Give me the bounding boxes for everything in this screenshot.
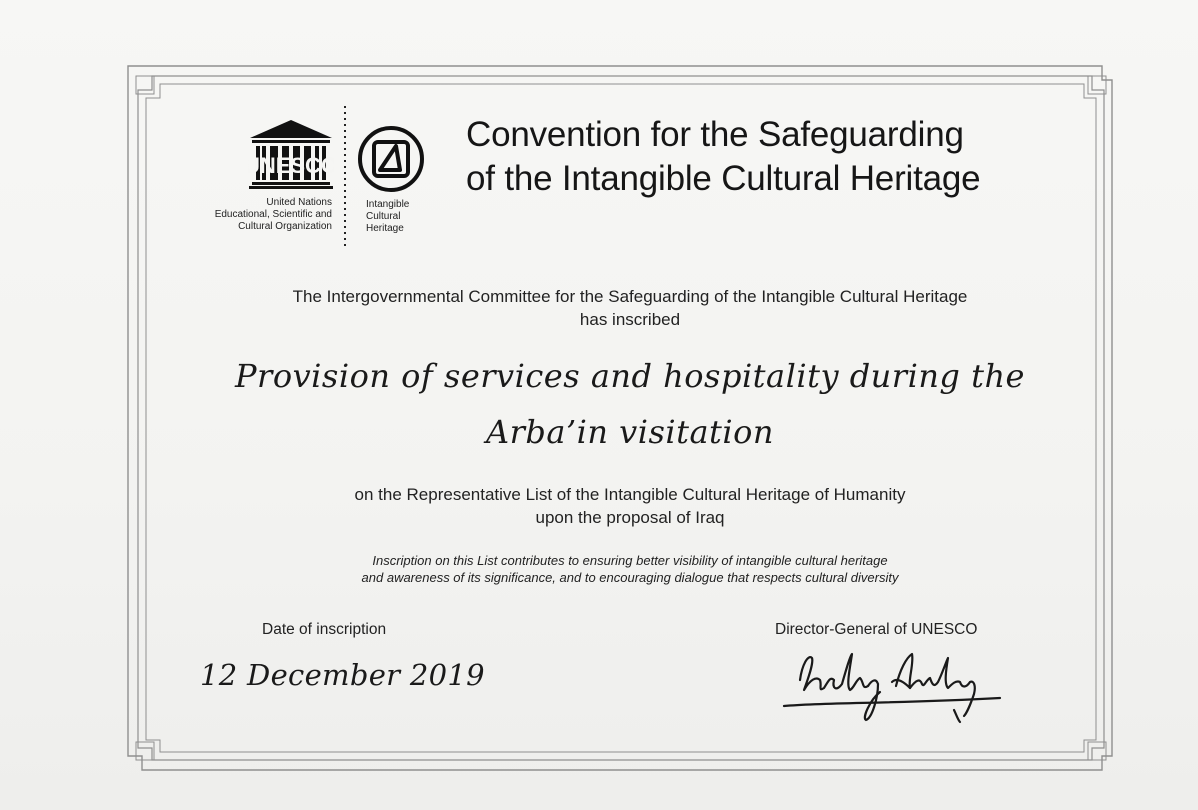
convention-title-line-1: Convention for the Safeguarding [466,115,964,154]
organization-line-3: Cultural Organization [238,221,332,232]
inscribed-line: has inscribed [579,310,681,329]
signatory-label: Director-General of UNESCO [775,621,978,638]
visibility-line-2: and awareness of its significance, and to encouraging dialogue that respects cultural diversity [361,570,899,585]
committee-line: The Intergovernmental Committee for the Safeguarding of the Intangible Cultural Heritage [292,287,968,306]
unesco-logo-text: UNESCO [248,153,334,178]
date-label: Date of inscription [262,621,387,638]
ich-line-2: Cultural [366,211,401,222]
representative-list-line: on the Representative List of the Intangible Cultural Heritage of Humanity [354,485,906,504]
ich-line-3: Heritage [366,223,404,234]
organization-line-1: United Nations [266,197,332,208]
ich-name [366,199,446,235]
signature-image [770,640,1010,730]
inscription-date: 12 December 2019 [200,658,485,692]
organization-line-2: Educational, Scientific and [214,209,332,220]
convention-title-line-2: of the Intangible Cultural Heritage [466,159,981,198]
convention-title [466,113,1086,201]
proposal-line: upon the proposal of Iraq [535,508,725,527]
dotted-separator [343,106,347,246]
ich-line-1: Intangible [366,199,410,210]
visibility-line-1: Inscription on this List contributes to ensuring better visibility of intangible cultural heritage [372,553,888,568]
ich-logo-icon [356,124,426,194]
unesco-logo-icon [248,118,334,190]
element-name-line-1: Provision of services and hospitality during the [235,357,1025,395]
element-name [170,348,1090,460]
organization-name [180,197,332,233]
element-name-line-2: Arba’in visitation [485,413,775,451]
